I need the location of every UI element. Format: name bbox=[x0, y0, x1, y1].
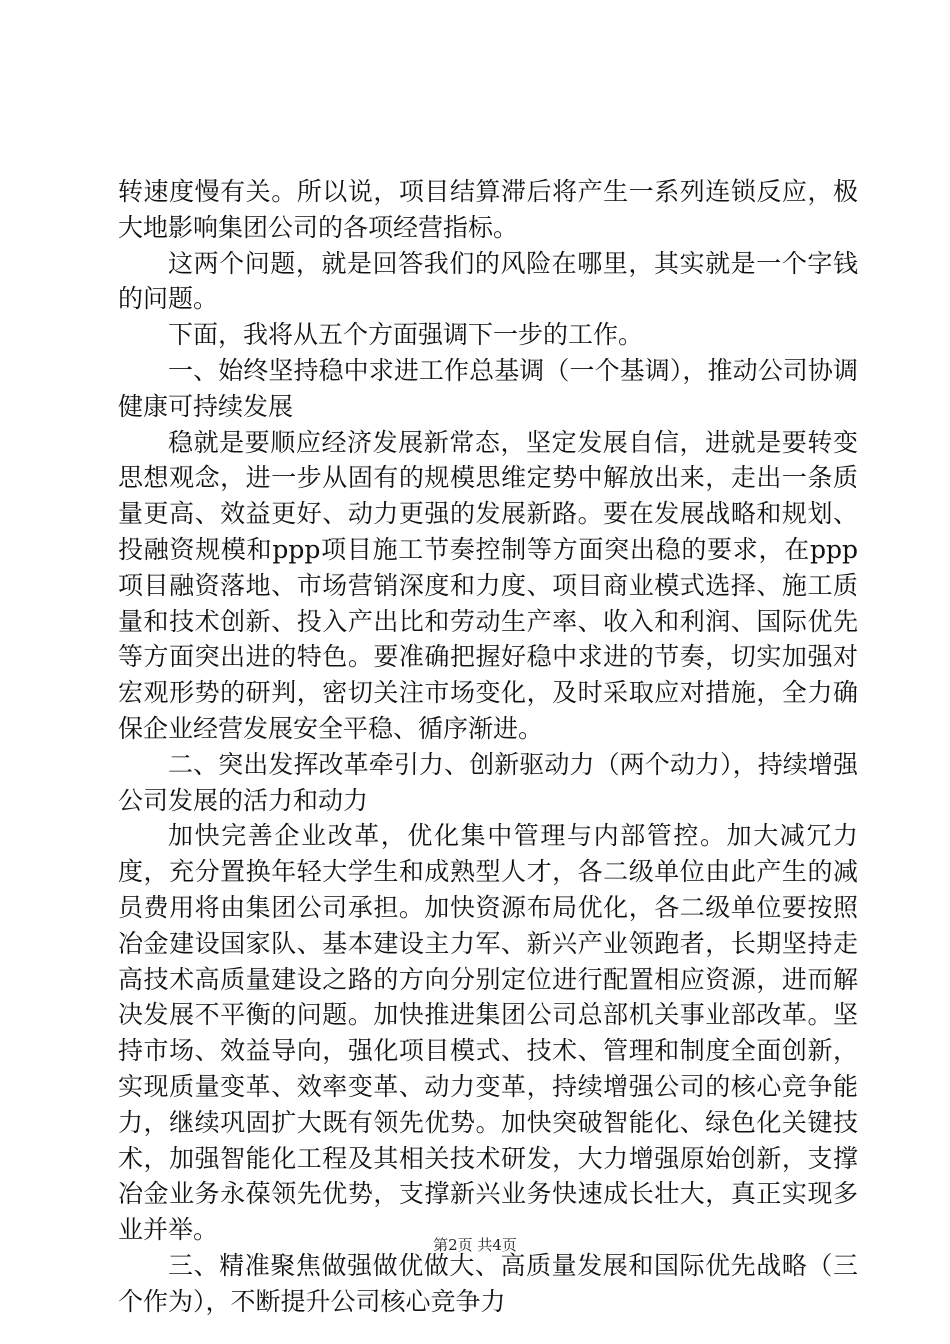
page-number-footer: 第2页 共4页 bbox=[433, 1236, 517, 1254]
paragraph-section-1: 稳就是要顺应经济发展新常态，坚定发展自信，进就是要转变思想观念，进一步从固有的规模思维定势中解放出来，走出一条质量更高、效益更好、动力更强的发展新路。要在发展战略和规划、投融资规模和ppp项目施工节奏控制等方面突出稳的要求，在ppp项目融资落地、市场营销深度和力度、项目商业模式选择、施工质量和技术创新、投入产出比和劳动生产率、收入和利润、国际优先等方面突出进的特色。要准确把握好稳中求进的节奏，切实加强对宏观形势的研判，密切关注市场变化，及时采取应对措施，全力确保企业经营发展安全平稳、循序渐进。 bbox=[118, 427, 858, 743]
section-heading-3: 三、精准聚焦做强做优做大、高质量发展和国际优先战略（三个作为），不断提升公司核心竞争力 bbox=[118, 1250, 858, 1316]
paragraph-section-2: 加快完善企业改革，优化集中管理与内部管控。加大减冗力度，充分置换年轻大学生和成熟型人才，各二级单位由此产生的减员费用将由集团公司承担。加快资源布局优化，各二级单位要按照冶金建设国家队、基本建设主力军、新兴产业领跑者，长期坚持走高技术高质量建设之路的方向分别定位进行配置相应资源，进而解决发展不平衡的问题。加快推进集团公司总部机关事业部改革。坚持市场、效益导向，强化项目模式、技术、管理和制度全面创新，实现质量变革、效率变革、动力变革，持续增强公司的核心竞争能力，继续巩固扩大既有领先优势。加快突破智能化、绿色化关键技术，加强智能化工程及其相关技术研发，大力增强原始创新，支撑冶金业务永葆领先优势，支撑新兴业务快速成长壮大，真正实现多业并举。 bbox=[118, 821, 858, 1245]
section-heading-1: 一、始终坚持稳中求进工作总基调（一个基调），推动公司协调健康可持续发展 bbox=[118, 355, 858, 421]
paragraph-risk-summary: 这两个问题，就是回答我们的风险在哪里，其实就是一个字钱的问题。 bbox=[118, 248, 858, 314]
paragraph-continuation: 转速度慢有关。所以说，项目结算滞后将产生一系列连锁反应，极大地影响集团公司的各项经营指标。 bbox=[118, 177, 858, 242]
paragraph-intro: 下面，我将从五个方面强调下一步的工作。 bbox=[168, 320, 644, 350]
document-body bbox=[118, 174, 858, 1320]
section-heading-2: 二、突出发挥改革牵引力、创新驱动力（两个动力），持续增强公司发展的活力和动力 bbox=[118, 749, 858, 815]
